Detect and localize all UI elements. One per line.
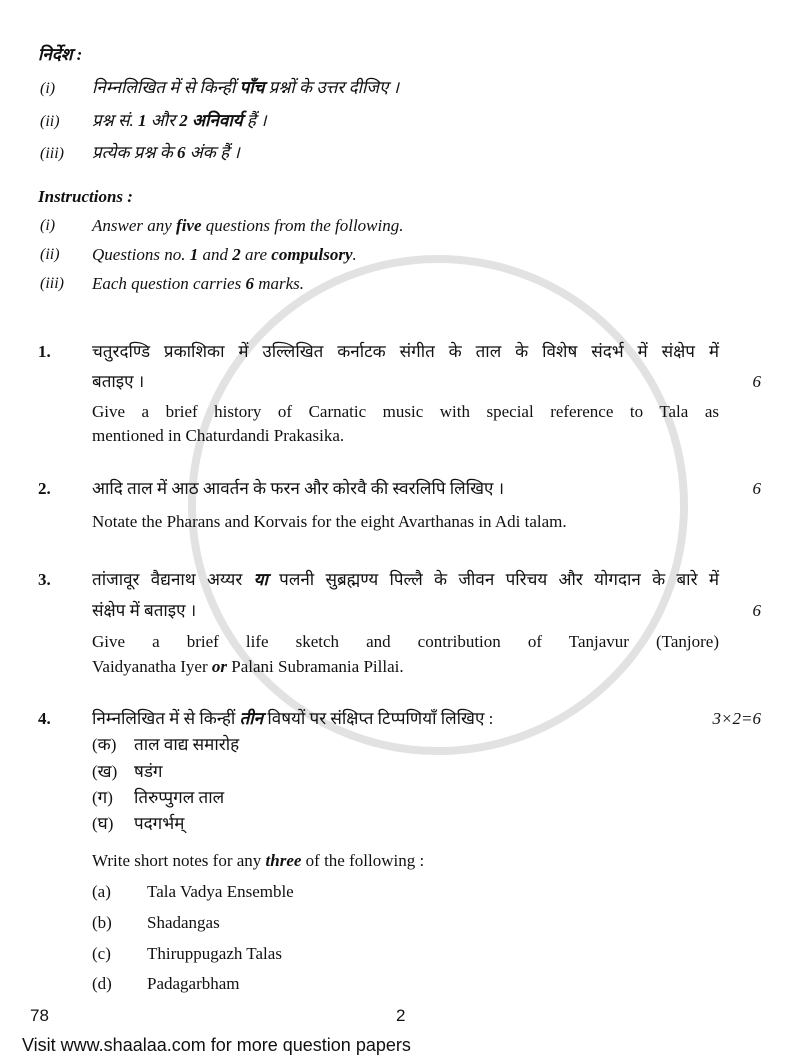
question-2-hindi: आदि ताल में आठ आवर्तन के फरन और कोरवै की स्वरलिपि लिखिए ।	[92, 479, 505, 498]
hindi-instructions-heading: निर्देश :	[38, 45, 83, 64]
sub-item-label: (a)	[92, 882, 111, 901]
sub-item-label: (घ)	[92, 814, 114, 833]
question-3-english-line2: Vaidyanatha Iyer or Palani Subramania Pillai.	[92, 657, 404, 676]
sub-item-text: षडंग	[134, 762, 163, 781]
question-marks: 6	[752, 479, 761, 498]
question-marks: 6	[752, 372, 761, 391]
question-3-hindi-line1: तांजावूर वैद्यनाथ अय्यर या पलनी सुब्रह्मण्य पिल्लै के जीवन परिचय और योगदान के बारे में	[92, 570, 719, 589]
hindi-instruction-1: निम्नलिखित में से किन्हीं पाँच प्रश्नों के उत्तर दीजिए ।	[92, 78, 400, 97]
sub-item-text: ताल वाद्य समारोह	[134, 735, 240, 754]
question-number: 4.	[38, 709, 51, 728]
sub-item-text: Thiruppugazh Talas	[147, 944, 282, 963]
sub-item-label: (क)	[92, 735, 117, 754]
sub-item-text: पदगर्भम्	[134, 814, 185, 833]
question-1-hindi-line1: चतुरदण्डि प्रकाशिका में उल्लिखित कर्नाटक संगीत के ताल के विशेष संदर्भ में संक्षेप में	[92, 342, 719, 361]
question-number: 3.	[38, 570, 51, 589]
visit-link[interactable]: Visit www.shaalaa.com for more question papers	[22, 1035, 411, 1055]
sub-item-label: (c)	[92, 944, 111, 963]
sub-item-label: (d)	[92, 974, 112, 993]
sub-item-text: Tala Vadya Ensemble	[147, 882, 294, 901]
hindi-instruction-2: प्रश्न सं. 1 और 2 अनिवार्य हैं ।	[92, 111, 267, 130]
question-marks: 3×2=6	[712, 709, 761, 728]
sub-item-label: (ग)	[92, 788, 113, 807]
instruction-2: Questions no. 1 and 2 are compulsory.	[92, 245, 357, 264]
hindi-instruction-3: प्रत्येक प्रश्न के 6 अंक हैं ।	[92, 143, 240, 162]
sub-item-label: (ख)	[92, 762, 118, 781]
question-1-english-line2: mentioned in Chaturdandi Prakasika.	[92, 426, 345, 445]
sub-item-text: तिरुप्पुगल ताल	[134, 788, 225, 807]
sub-item-label: (b)	[92, 913, 112, 932]
question-marks: 6	[752, 601, 761, 620]
question-4-hindi: निम्नलिखित में से किन्हीं तीन विषयों पर संक्षिप्त टिप्पणियाँ लिखिए :	[92, 709, 494, 728]
paper-code: 78	[30, 1006, 49, 1025]
question-3-english-line1: Give a brief life sketch and contribution of Tanjavur (Tanjore)	[92, 632, 719, 651]
question-1-hindi-line2: बताइए ।	[92, 372, 145, 391]
item-number: (ii)	[40, 246, 60, 263]
instruction-3: Each question carries 6 marks.	[92, 274, 305, 293]
item-number: (i)	[40, 217, 56, 234]
instruction-1: Answer any five questions from the following.	[92, 216, 404, 235]
item-number: (i)	[40, 80, 56, 97]
sub-item-text: Shadangas	[147, 913, 220, 932]
question-2-english: Notate the Pharans and Korvais for the eight Avarthanas in Adi talam.	[92, 512, 567, 531]
item-number: (ii)	[40, 113, 60, 130]
watermark-circle	[188, 255, 688, 755]
sub-item-text: Padagarbham	[147, 974, 240, 993]
page-number: 2	[396, 1006, 406, 1025]
question-number: 2.	[38, 479, 51, 498]
question-number: 1.	[38, 342, 51, 361]
question-3-hindi-line2: संक्षेप में बताइए ।	[92, 601, 197, 620]
question-1-english-line1: Give a brief history of Carnatic music with special reference to Tala as	[92, 402, 719, 421]
item-number: (iii)	[40, 275, 64, 292]
question-4-english: Write short notes for any three of the following :	[92, 851, 425, 870]
item-number: (iii)	[40, 145, 64, 162]
instructions-heading: Instructions :	[38, 187, 133, 206]
